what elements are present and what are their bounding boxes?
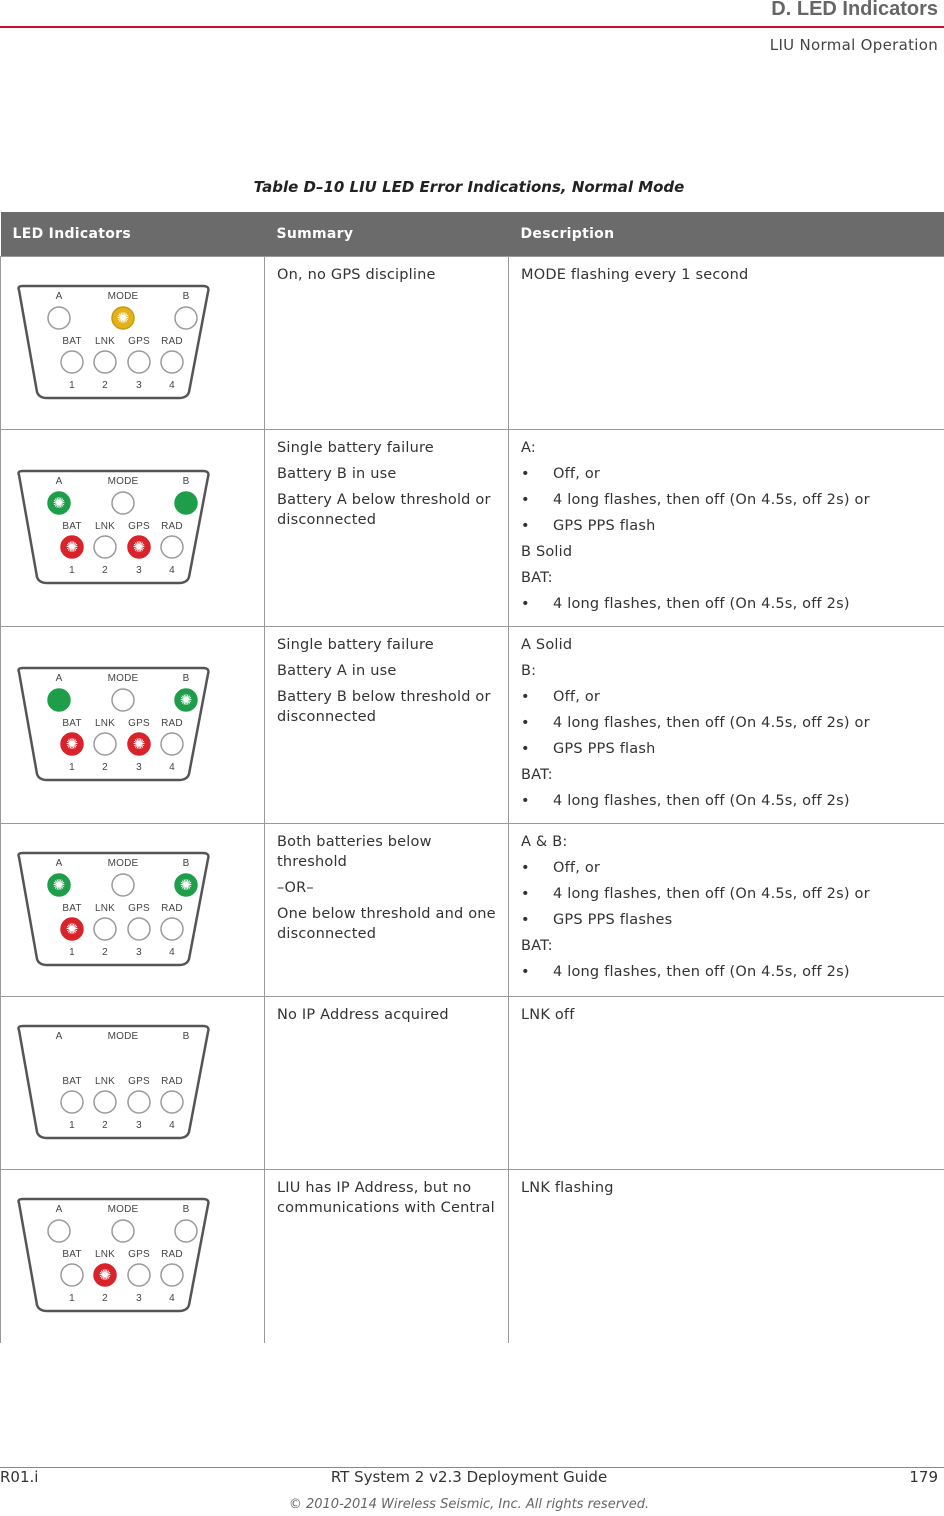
led-label-mode: MODE: [107, 291, 139, 302]
page-number: 179: [909, 1468, 938, 1486]
led-b: [175, 492, 197, 514]
led-number: 1: [69, 565, 75, 576]
led-bat: [61, 918, 83, 940]
led-bat: [61, 351, 83, 373]
led-label-bat: BAT: [62, 1076, 82, 1087]
description-cell: [509, 1170, 944, 1343]
led-number: 3: [136, 380, 142, 391]
led-number: 3: [136, 565, 142, 576]
led-number: 2: [102, 380, 108, 391]
led-cell: [1, 257, 265, 430]
led-number: 2: [102, 1120, 108, 1131]
led-number: 3: [136, 947, 142, 958]
led-rad: [161, 918, 183, 940]
svg-text:✺: ✺: [52, 876, 66, 894]
led-label-b: B: [182, 858, 190, 869]
led-label-mode: MODE: [107, 476, 139, 487]
summary-text: Battery A in use: [277, 663, 397, 679]
summary-text: Battery B in use: [277, 466, 397, 482]
summary-text: Single battery failure: [277, 440, 434, 456]
svg-text:✺: ✺: [65, 920, 79, 938]
footer-doc-title: RT System 2 v2.3 Deployment Guide: [330, 1468, 608, 1486]
led-number: 1: [69, 1293, 75, 1305]
led-label-gps: GPS: [128, 1076, 150, 1087]
led-label-lnk: LNK: [94, 1076, 116, 1087]
led-label-lnk: LNK: [94, 521, 116, 532]
description-bullet: • GPS PPS flash: [521, 739, 932, 759]
summary-text: Battery B below threshold or disconnected: [277, 689, 491, 725]
led-cell: [1, 997, 265, 1170]
description-text: BAT:: [521, 767, 553, 783]
led-rad: [161, 733, 183, 755]
led-lnk: [94, 1091, 116, 1113]
led-a: [48, 1220, 70, 1242]
summary-text: Battery A below threshold or disconnected: [277, 492, 491, 528]
description-cell: [509, 430, 944, 627]
col-header-led: LED Indicators: [1, 212, 265, 257]
description-text: B Solid: [521, 544, 573, 560]
led-label-lnk: LNK: [94, 718, 116, 729]
led-rad: [161, 1091, 183, 1113]
description-text: B:: [521, 663, 537, 679]
description-bullet: • 4 long flashes, then off (On 4.5s, off 2s) or: [521, 884, 932, 904]
summary-text: –OR–: [277, 880, 314, 896]
led-bat: [61, 1264, 83, 1286]
led-label-b: B: [182, 673, 190, 684]
led-number: 4: [169, 1293, 175, 1305]
led-rad: [161, 351, 183, 373]
table-row: [1, 997, 944, 1170]
copyright: © 2010-2014 Wireless Seismic, Inc. All rights reserved.: [288, 1497, 650, 1512]
led-a: [48, 307, 70, 329]
led-label-bat: BAT: [62, 903, 82, 914]
led-label-b: B: [182, 476, 190, 487]
summary-text: One below threshold and one disconnected: [277, 906, 496, 942]
led-number: 2: [102, 947, 108, 958]
led-label-rad: RAD: [161, 718, 183, 729]
svg-text:✺: ✺: [179, 876, 193, 894]
svg-text:✺: ✺: [52, 494, 66, 512]
led-number: 2: [102, 762, 108, 773]
led-b: [175, 689, 197, 711]
led-number: 4: [169, 947, 175, 958]
led-gps: [128, 1091, 150, 1113]
led-label-a: A: [55, 858, 63, 869]
description-cell: [509, 824, 944, 997]
svg-text:✺: ✺: [98, 1266, 112, 1285]
led-panel-diagram: [13, 666, 213, 784]
description-text: BAT:: [521, 570, 553, 586]
led-cell: [1, 1170, 265, 1343]
led-a: [48, 874, 70, 896]
summary-cell: [265, 627, 509, 824]
led-label-gps: GPS: [128, 1249, 150, 1261]
led-a: [48, 492, 70, 514]
summary-cell: [265, 1170, 509, 1343]
led-lnk: [94, 536, 116, 558]
svg-text:✺: ✺: [65, 538, 79, 556]
led-b: [175, 1220, 197, 1242]
led-gps: [128, 733, 150, 755]
led-number: 4: [169, 380, 175, 391]
led-label-bat: BAT: [62, 718, 82, 729]
led-bat: [61, 536, 83, 558]
led-label-mode: MODE: [107, 858, 139, 869]
summary-text: Both batteries below threshold: [277, 834, 432, 870]
led-mode: [112, 874, 134, 896]
led-mode: [112, 1220, 134, 1242]
table-row: [1, 1170, 944, 1343]
led-label-a: A: [55, 1031, 63, 1042]
led-label-gps: GPS: [128, 903, 150, 914]
led-number: 3: [136, 762, 142, 773]
led-gps: [128, 1264, 150, 1286]
led-label-bat: BAT: [62, 1249, 82, 1261]
led-number: 2: [102, 1293, 108, 1305]
led-label-gps: GPS: [128, 718, 150, 729]
led-number: 1: [69, 380, 75, 391]
led-number: 2: [102, 565, 108, 576]
description-cell: [509, 997, 944, 1170]
table-row: [1, 824, 944, 997]
led-label-rad: RAD: [161, 903, 183, 914]
led-label-a: A: [55, 673, 63, 684]
led-b: [175, 307, 197, 329]
led-number: 1: [69, 1120, 75, 1131]
led-label-b: B: [182, 1031, 190, 1042]
led-panel-diagram: [13, 1024, 213, 1142]
led-gps: [128, 536, 150, 558]
svg-text:✺: ✺: [132, 538, 146, 556]
table-caption: Table D–10 LIU LED Error Indications, Normal Mode: [253, 178, 685, 196]
footer-revision: R01.i: [0, 1468, 39, 1486]
led-cell: [1, 430, 265, 627]
description-text: LNK off: [521, 1007, 575, 1023]
led-label-mode: MODE: [107, 1204, 139, 1216]
summary-cell: [265, 824, 509, 997]
led-gps: [128, 918, 150, 940]
table-header-row: [1, 212, 944, 257]
description-bullet: • GPS PPS flash: [521, 516, 932, 536]
description-bullet: • 4 long flashes, then off (On 4.5s, off 2s): [521, 962, 932, 982]
summary-cell: [265, 257, 509, 430]
summary-cell: [265, 997, 509, 1170]
led-label-rad: RAD: [161, 1076, 183, 1087]
svg-text:✺: ✺: [116, 309, 130, 327]
led-number: 4: [169, 565, 175, 576]
led-lnk: [94, 1264, 116, 1286]
summary-cell: [265, 430, 509, 627]
description-bullet: • 4 long flashes, then off (On 4.5s, off 2s): [521, 594, 932, 614]
svg-text:✺: ✺: [65, 735, 79, 753]
led-label-a: A: [55, 291, 63, 302]
description-text: BAT:: [521, 938, 553, 954]
summary-text: On, no GPS discipline: [277, 267, 436, 283]
description-bullet: • Off, or: [521, 858, 932, 878]
header-rule: [0, 26, 944, 28]
led-rad: [161, 536, 183, 558]
led-mode: [112, 492, 134, 514]
led-panel-diagram: [13, 284, 213, 402]
description-bullet: • Off, or: [521, 464, 932, 484]
led-panel-diagram: [13, 1197, 213, 1315]
led-bat: [61, 1091, 83, 1113]
led-label-gps: GPS: [128, 521, 150, 532]
led-panel-diagram: [13, 469, 213, 587]
led-number: 4: [169, 1120, 175, 1131]
led-gps: [128, 351, 150, 373]
led-number: 1: [69, 947, 75, 958]
section-title: D. LED Indicators: [771, 0, 938, 20]
led-mode: [112, 307, 134, 329]
led-label-rad: RAD: [161, 336, 183, 347]
led-label-mode: MODE: [107, 673, 139, 684]
led-number: 3: [136, 1293, 142, 1305]
led-label-a: A: [55, 476, 63, 487]
led-number: 4: [169, 762, 175, 773]
led-mode: [112, 689, 134, 711]
led-label-rad: RAD: [161, 521, 183, 532]
led-panel-diagram: [13, 851, 213, 969]
led-lnk: [94, 351, 116, 373]
led-bat: [61, 733, 83, 755]
description-text: A Solid: [521, 637, 573, 653]
description-bullet: • 4 long flashes, then off (On 4.5s, off 2s) or: [521, 490, 932, 510]
description-bullet: • GPS PPS flashes: [521, 910, 932, 930]
summary-text: No IP Address acquired: [277, 1007, 449, 1023]
led-number: 3: [136, 1120, 142, 1131]
description-text: MODE flashing every 1 second: [521, 267, 749, 283]
description-text: LNK flashing: [521, 1180, 614, 1196]
col-header-summary: Summary: [265, 212, 509, 257]
col-header-description: Description: [509, 212, 944, 257]
led-label-mode: MODE: [107, 1031, 139, 1042]
summary-text: Single battery failure: [277, 637, 434, 653]
led-label-lnk: LNK: [94, 1249, 116, 1261]
svg-text:✺: ✺: [132, 735, 146, 753]
led-label-lnk: LNK: [94, 336, 116, 347]
led-cell: [1, 627, 265, 824]
subsection-title: LIU Normal Operation: [769, 36, 938, 54]
description-bullet: • 4 long flashes, then off (On 4.5s, off 2s) or: [521, 713, 932, 733]
led-label-bat: BAT: [62, 521, 82, 532]
led-label-gps: GPS: [128, 336, 150, 347]
table-row: [1, 627, 944, 824]
led-label-rad: RAD: [161, 1249, 183, 1261]
led-label-b: B: [182, 1204, 190, 1216]
led-cell: [1, 824, 265, 997]
description-bullet: • Off, or: [521, 687, 932, 707]
led-lnk: [94, 733, 116, 755]
table-row: [1, 430, 944, 627]
led-b: [175, 874, 197, 896]
led-label-a: A: [55, 1204, 63, 1216]
table-row: [1, 257, 944, 430]
description-text: A & B:: [521, 834, 568, 850]
led-label-b: B: [182, 291, 190, 302]
led-label-lnk: LNK: [94, 903, 116, 914]
summary-text: LIU has IP Address, but no communications with Central: [277, 1180, 495, 1216]
led-label-bat: BAT: [62, 336, 82, 347]
svg-text:✺: ✺: [179, 691, 193, 709]
description-cell: [509, 627, 944, 824]
led-error-table: [0, 212, 944, 1343]
led-rad: [161, 1264, 183, 1286]
led-number: 1: [69, 762, 75, 773]
led-a: [48, 689, 70, 711]
description-bullet: • 4 long flashes, then off (On 4.5s, off 2s): [521, 791, 932, 811]
led-lnk: [94, 918, 116, 940]
description-cell: [509, 257, 944, 430]
description-text: A:: [521, 440, 536, 456]
